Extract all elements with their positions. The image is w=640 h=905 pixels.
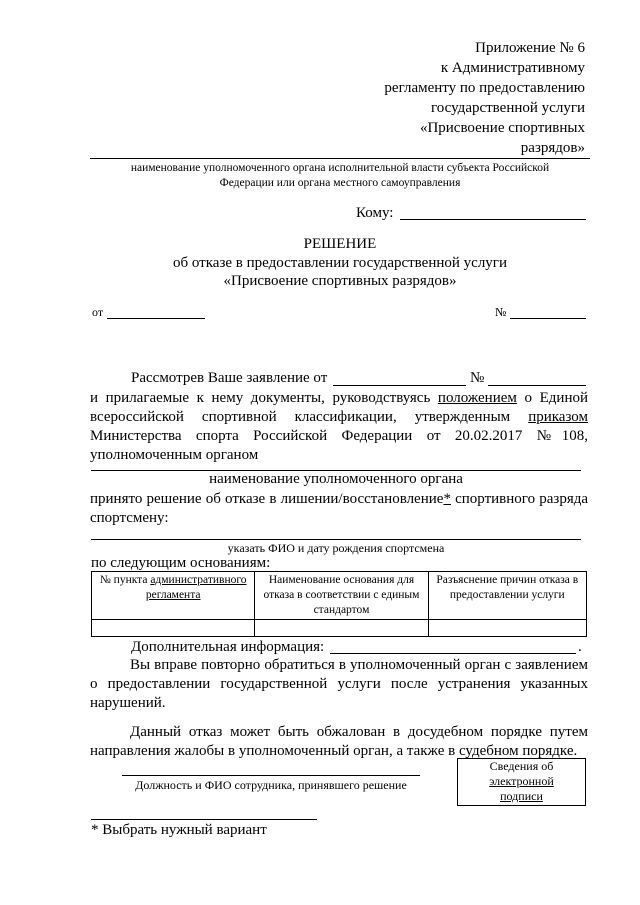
- table-cell-explanation[interactable]: [428, 620, 586, 637]
- authority-fill-line[interactable]: [90, 158, 590, 159]
- column-header-explanation: Разъяснение причин отказа в предоставлении услуги: [428, 572, 586, 620]
- table-cell-item[interactable]: [92, 620, 255, 637]
- signature-field[interactable]: [122, 775, 420, 776]
- application-number-label: №: [470, 370, 485, 386]
- signature-caption: Должность и ФИО сотрудника, принявшего решение: [135, 778, 407, 792]
- paragraph-text: Министерства спорта Российской Федерации от 20.02.2017 №108, уполномоченным органом: [90, 428, 588, 463]
- footnote-divider: [91, 819, 317, 820]
- table-header-row: [92, 572, 587, 620]
- appendix-line: «Присвоение спортивных: [419, 120, 585, 136]
- number-field[interactable]: [510, 318, 586, 319]
- date-label: от: [92, 305, 104, 319]
- reasons-table: [91, 571, 587, 637]
- regulation-link[interactable]: административного регламента: [145, 574, 247, 601]
- paragraph-regulation: [90, 389, 588, 465]
- e-signature-link[interactable]: электронной: [489, 774, 554, 788]
- decision-text: принято решение об отказе в лишении/восстановление: [90, 491, 444, 507]
- table-row: [92, 620, 587, 637]
- additional-info-label: Дополнительная информация:: [131, 639, 325, 655]
- athlete-caption: указать ФИО и дату рождения спортсмена: [227, 541, 445, 555]
- additional-info-end: .: [578, 639, 582, 655]
- application-date-field[interactable]: [333, 385, 466, 386]
- e-signature-box: [457, 758, 586, 806]
- decision-sentence: [90, 490, 588, 528]
- appendix-line: разрядов»: [520, 140, 585, 156]
- athlete-field[interactable]: [91, 539, 581, 540]
- paragraph-appeal: Данный отказ может быть обжалован в досудебном порядке путем направления жалобы в уполномоченный орган, а также в судебном порядке.: [90, 724, 588, 759]
- appendix-line: регламенту по предоставлению: [384, 80, 585, 96]
- recipient-field[interactable]: [400, 219, 586, 220]
- appendix-line: государственной услуги: [431, 100, 585, 116]
- additional-info-field[interactable]: [330, 653, 576, 654]
- e-signature-link[interactable]: подписи: [500, 789, 543, 803]
- application-number-field[interactable]: [488, 385, 586, 386]
- reasons-label: по следующим основаниям:: [91, 555, 271, 571]
- order-link[interactable]: приказом: [528, 409, 589, 425]
- decision-subtitle: об отказе в предоставлении государственной услуги: [172, 255, 507, 271]
- application-date-label: Рассмотрев Ваше заявление от: [131, 370, 328, 386]
- authority-name-caption: наименование уполномоченного органа: [209, 471, 463, 487]
- authority-caption-line2: Федерации или органа местного самоуправления: [219, 177, 461, 189]
- footnote-text: * Выбрать нужный вариант: [91, 822, 267, 838]
- recipient-label: Кому:: [356, 205, 394, 221]
- column-header-reason: Наименование основания для отказа в соответствии с единым стандартом: [255, 572, 428, 620]
- decision-title: РЕШЕНИЕ: [303, 236, 377, 252]
- footnote-mark[interactable]: *: [443, 491, 451, 507]
- column-header-text: № пункта: [99, 574, 148, 586]
- regulation-link[interactable]: положением: [437, 390, 517, 406]
- paragraph-text: и прилагаемые к нему документы, руководствуясь: [90, 390, 431, 406]
- table-cell-reason[interactable]: [255, 620, 428, 637]
- appendix-line: Приложение № 6: [475, 40, 585, 56]
- appendix-header: [265, 38, 585, 158]
- authority-caption-line1: наименование уполномоченного органа исполнительной власти субъекта Российской: [130, 162, 550, 174]
- column-header-item: [92, 572, 255, 620]
- appendix-line: к Административному: [440, 60, 585, 76]
- paragraph-text: о Единой всероссийской спортивной классификации, утвержденным: [90, 390, 588, 425]
- decision-text: спортивного разряда спортсмену:: [90, 491, 589, 526]
- authority-caption: [90, 161, 590, 191]
- number-label: №: [495, 305, 507, 319]
- decision-subtitle-service: «Присвоение спортивных разрядов»: [223, 273, 457, 289]
- e-signature-text: Сведения об: [489, 759, 554, 773]
- paragraph-reapply: Вы вправе повторно обратиться в уполномоченный орган с заявлением о предоставлении государственной услуги после устранения указанных нарушений.: [90, 657, 588, 711]
- date-field[interactable]: [107, 318, 205, 319]
